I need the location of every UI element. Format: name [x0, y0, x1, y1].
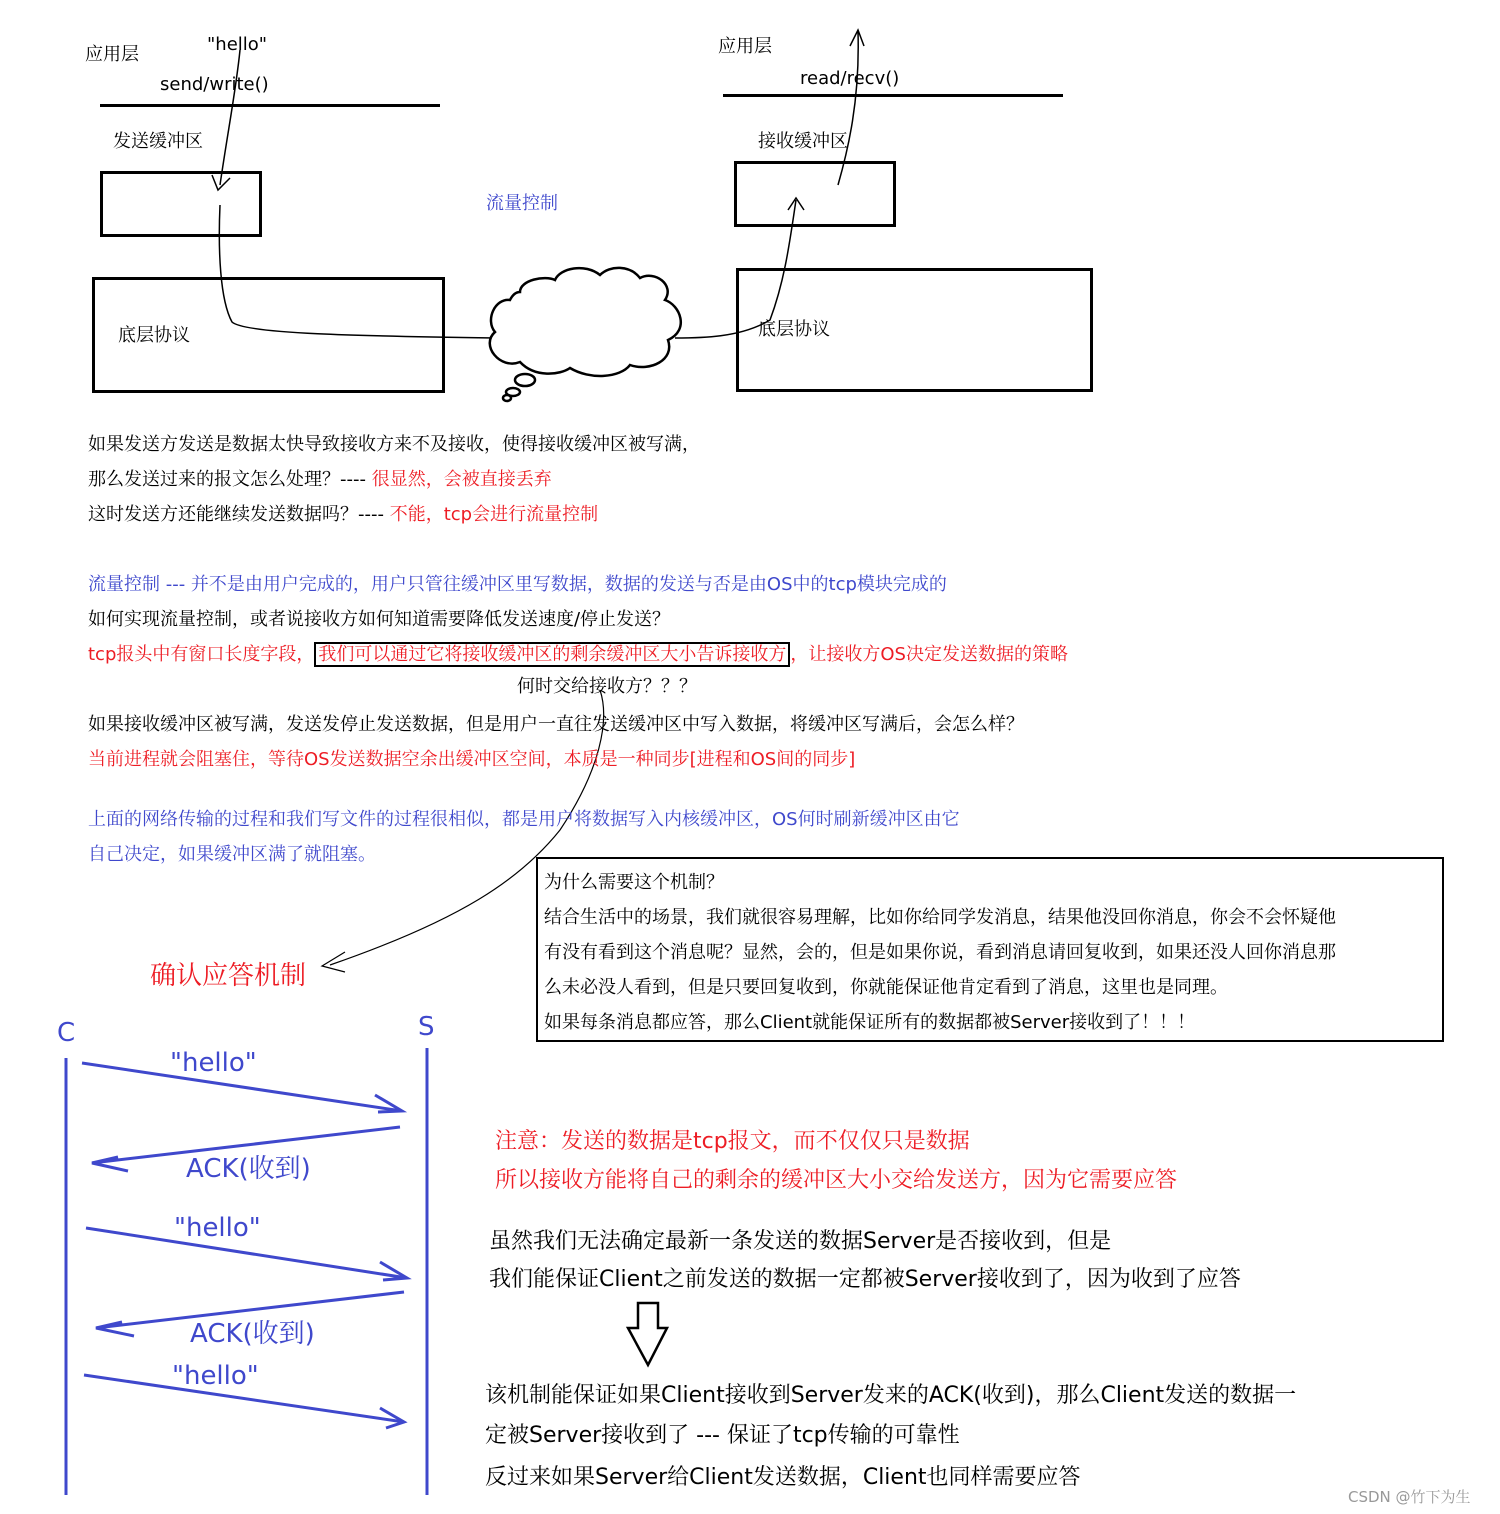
message-label: "hello": [174, 1213, 261, 1243]
similar-line-1: 上面的网络传输的过程和我们写文件的过程很相似，都是用户将数据写入内核缓冲区，OS何时刷新缓冲区由它: [88, 809, 960, 830]
why-line: 为什么需要这个机制？: [544, 872, 724, 893]
why-line: 有没有看到这个消息呢？显然，会的，但是如果你说，看到消息请回复收到，如果还没人回你消息那: [544, 942, 1336, 963]
buffer-full-question: 如果接收缓冲区被写满，发送发停止发送数据，但是用户一直往发送缓冲区中写入数据，将缓冲区写满后，会怎么样？: [88, 714, 1024, 735]
message-label: ACK(收到): [186, 1154, 311, 1184]
note-a2: 很显然，会被直接丢弃: [371, 469, 552, 490]
ack-para-2: 我们能保证Client之前发送的数据一定都被Server接收到了，因为收到了应答: [489, 1267, 1241, 1292]
message-label: "hello": [170, 1048, 257, 1078]
sequence-lines: [66, 1048, 427, 1495]
client-label: C: [57, 1018, 76, 1048]
server-label: S: [418, 1012, 435, 1042]
ack-conclusion-2: 定被Server接收到了 --- 保证了tcp传输的可靠性: [485, 1423, 960, 1448]
flow-control-definition: 流量控制 --- 并不是由用户完成的，用户只管往缓冲区里写数据，数据的发送与否是由OS中的tcp模块完成的: [88, 574, 947, 595]
ack-note-2: 所以接收方能将自己的剩余的缓冲区大小交给发送方，因为它需要应答: [495, 1168, 1178, 1193]
window-field-highlight: 我们可以通过它将接收缓冲区的剩余缓冲区大小告诉接收方: [314, 642, 790, 667]
why-line: 结合生活中的场景，我们就很容易理解，比如你给同学发消息，结果他没回你消息，你会不会怀疑他: [544, 907, 1336, 928]
note-a3: 不能，tcp会进行流量控制: [389, 504, 599, 525]
ack-note-1: 注意：发送的数据是tcp报文，而不仅仅只是数据: [495, 1129, 970, 1154]
sender-hello-label: "hello": [207, 34, 268, 55]
window-field-c: ，让接收方OS决定发送数据的策略: [790, 644, 1068, 665]
receiver-call-label: read/recv(): [800, 68, 900, 89]
receiver-lower-protocol-label: 底层协议: [758, 319, 830, 340]
why-line: 如果每条消息都应答，那么Client就能保证所有的数据都被Server接收到了！！！: [544, 1012, 1196, 1033]
why-mechanism-box: [536, 857, 1444, 1042]
window-field-line: [88, 640, 1068, 666]
read-up-path: [838, 30, 864, 185]
message-label: ACK(收到): [190, 1319, 315, 1349]
sender-lower-protocol-label: 底层协议: [118, 325, 190, 346]
sender-buffer-label: 发送缓冲区: [113, 131, 203, 152]
similar-line-2: 自己决定，如果缓冲区满了就阻塞。: [88, 844, 376, 865]
ack-title: 确认应答机制: [150, 961, 307, 991]
receiver-buffer-label: 接收缓冲区: [758, 131, 848, 152]
watermark: CSDN @竹下为生: [1348, 1488, 1471, 1506]
why-line: 么未必没人看到，但是只要回复收到，你就能保证他肯定看到了消息，这里也是同理。: [544, 977, 1228, 998]
how-question: 如何实现流量控制，或者说接收方如何知道需要降低发送速度/停止发送？: [88, 609, 671, 630]
receiver-app-layer-label: 应用层: [718, 36, 772, 57]
note-q3-line: [88, 500, 598, 526]
note-q2-line: [88, 465, 552, 491]
send-data-path: [212, 50, 495, 338]
cloud-icon: [490, 268, 681, 401]
down-arrow-icon: [628, 1303, 667, 1365]
window-field-a: tcp报头中有窗口长度字段，: [88, 644, 315, 665]
flow-control-label: 流量控制: [486, 193, 558, 214]
receive-data-path: [675, 198, 804, 338]
sender-call-label: send/write(): [160, 74, 269, 95]
message-label: "hello": [172, 1361, 259, 1391]
buffer-full-answer: 当前进程就会阻塞住，等待OS发送数据空余出缓冲区空间，本质是一种同步[进程和OS间的同步]: [88, 749, 856, 770]
sender-app-layer-label: 应用层: [85, 44, 139, 65]
ack-conclusion-3: 反过来如果Server给Client发送数据，Client也同样需要应答: [485, 1465, 1081, 1490]
note-q2: 那么发送过来的报文怎么处理？----: [88, 469, 372, 490]
when-question: 何时交给接收方？？？: [517, 676, 697, 697]
note-q1: 如果发送方发送是数据太快导致接收方来不及接收，使得接收缓冲区被写满，: [88, 434, 700, 455]
ack-para-1: 虽然我们无法确定最新一条发送的数据Server是否接收到，但是: [489, 1229, 1112, 1254]
ack-conclusion-1: 该机制能保证如果Client接收到Server发来的ACK(收到)，那么Client发送的数据一: [485, 1383, 1297, 1408]
note-q3: 这时发送方还能继续发送数据吗？----: [88, 504, 390, 525]
